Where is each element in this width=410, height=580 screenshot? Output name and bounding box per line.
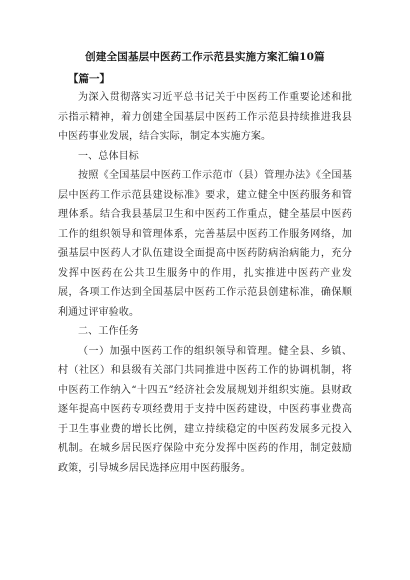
part-label: 【篇一】 [68, 73, 110, 85]
tasks-paragraph: （一）加强中医药工作的组织领导和管理。健全县、乡镇、村（社区）和县级有关部门共同推进中医药工作的协调机制，将中医药工作纳入“十四五”经济社会发展规划并组织实施。县财政逐年提高中医药专项经费用于支持中医药建设，中医药事业费高于卫生事业费的增长比例，建立持续稳定的中医药发展多元投入机制。在城乡居民医疗保险中充分发挥中医药的作用，制定鼓励政策，引导城乡居民选择应用中医药服务。 [58, 345, 352, 474]
section-heading-goals: 一、总体目标 [78, 150, 139, 162]
document-title: 创建全国基层中医药工作示范县实施方案汇编10篇 [85, 51, 325, 63]
section-heading-tasks: 二、工作任务 [78, 326, 139, 337]
intro-paragraph: 为深入贯彻落实习近平总书记关于中医药工作重要论述和批示指示精神，着力创建全国基层中医药工作示范县持续推进我县中医药事业发展，结合实际，制定本实施方案。 [58, 92, 352, 142]
goals-paragraph: 按照《全国基层中医药工作示范市（县）管理办法》《全国基层中医药工作示范县建设标准》要求，建立健全中医药服务和管理体系。结合我县基层卫生和中医药工作重点，健全基层中医药工作的组织领导和管理体系，完善基层中医药工作服务网络，加强基层中医药人才队伍建设全面提高中医药防病治病能力，充分发挥中医药在公共卫生服务中的作用，扎实推进中医药产业发展，各项工作达到全国基层中医药工作示范县创建标准，确保顺利通过评审验收。 [58, 170, 352, 318]
